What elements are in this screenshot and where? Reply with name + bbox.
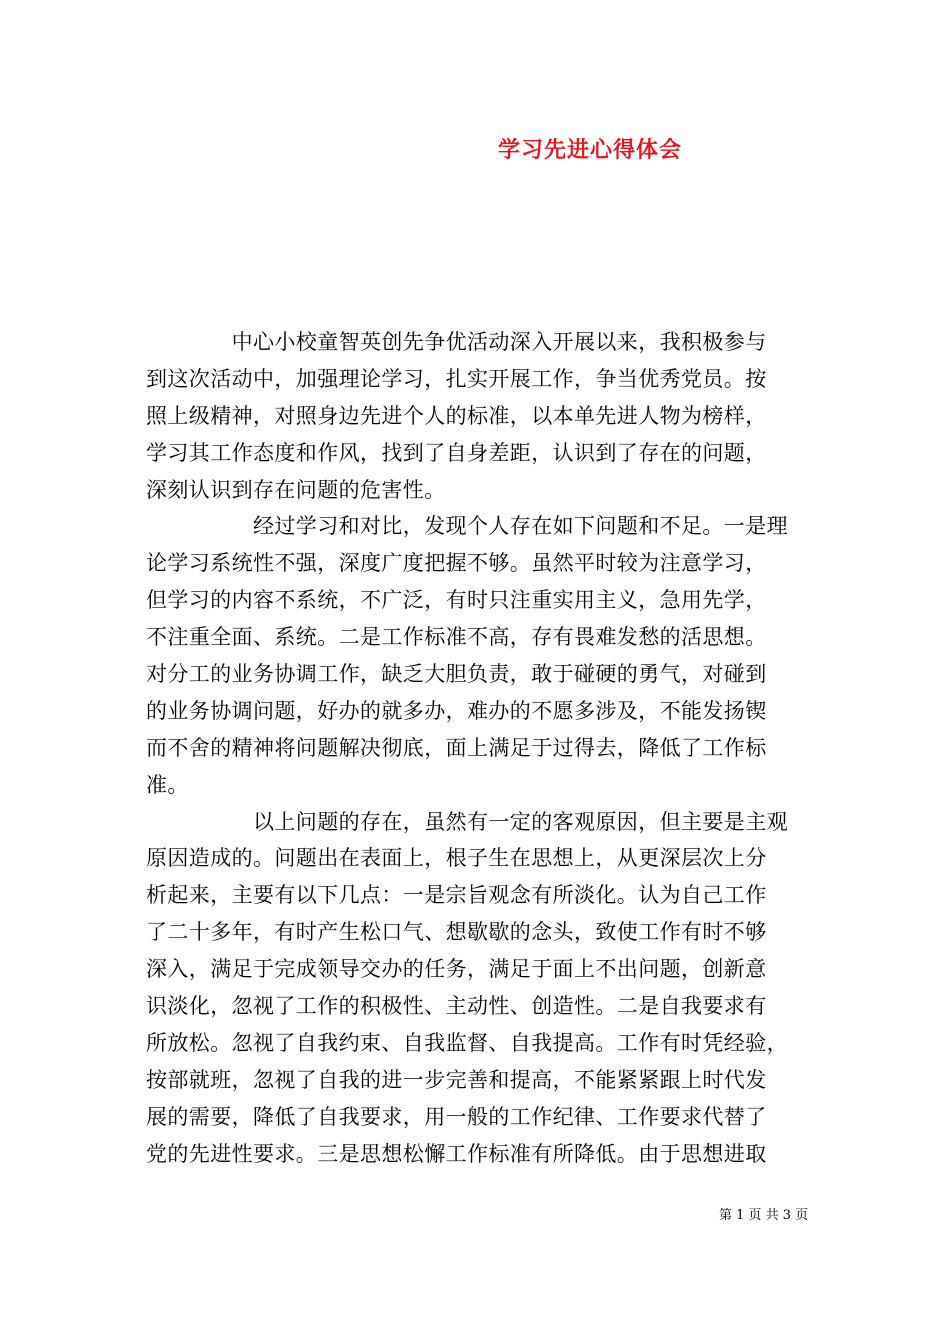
body-line: 学习其工作态度和作风，找到了自身差距，认识到了存在的问题， [146,440,767,465]
body-line: 深刻认识到存在问题的危害性。 [146,477,446,502]
document-title: 学习先进心得体会 [497,137,682,163]
body-line: 的业务协调问题，好办的就多办，难办的不愿多涉及，不能发扬锲 [146,698,767,723]
body-line: 识淡化，忽视了工作的积极性、主动性、创造性。二是自我要求有 [146,994,767,1019]
body-line: 中心小校童智英创先争优活动深入开展以来，我积极参与 [146,330,767,354]
body-line: 对分工的业务协调工作，缺乏大胆负责，敢于碰硬的勇气，对碰到 [146,662,767,687]
body-line: 不注重全面、系统。二是工作标准不高，存有畏难发愁的活思想。 [146,625,767,650]
body-line: 以上问题的存在，虽然有一定的客观原因，但主要是主观 [146,809,788,834]
document-body [146,324,810,1172]
body-line: 深入，满足于完成领导交办的任务，满足于面上不出问题，创新意 [146,957,767,982]
body-line: 论学习系统性不强，深度广度把握不够。虽然平时较为注意学习， [146,551,767,576]
body-line: 照上级精神，对照身边先进个人的标准，以本单先进人物为榜样， [146,403,767,428]
body-line: 而不舍的精神将问题解决彻底，面上满足于过得去，降低了工作标 [146,735,767,760]
body-line: 党的先进性要求。三是思想松懈工作标准有所降低。由于思想进取 [146,1141,767,1166]
body-line: 所放松。忽视了自我约束、自我监督、自我提高。工作有时凭经验， [146,1030,788,1055]
page-number: 第 1 页 共 3 页 [719,1208,809,1223]
body-line: 但学习的内容不系统，不广泛，有时只注重实用主义，急用先学， [146,588,767,613]
body-line: 准。 [146,772,189,797]
body-line: 到这次活动中，加强理论学习，扎实开展工作，争当优秀党员。按 [146,366,767,391]
body-line: 经过学习和对比，发现个人存在如下问题和不足。一是理 [146,514,788,539]
body-line: 原因造成的。问题出在表面上，根子生在思想上，从更深层次上分 [146,846,767,871]
body-line: 析起来，主要有以下几点：一是宗旨观念有所淡化。认为自己工作 [146,883,767,908]
body-line: 展的需要，降低了自我要求，用一般的工作纪律、工作要求代替了 [146,1104,767,1129]
body-line: 了二十多年，有时产生松口气、想歇歇的念头，致使工作有时不够 [146,920,767,945]
body-line: 按部就班，忽视了自我的进一步完善和提高，不能紧紧跟上时代发 [146,1067,767,1092]
